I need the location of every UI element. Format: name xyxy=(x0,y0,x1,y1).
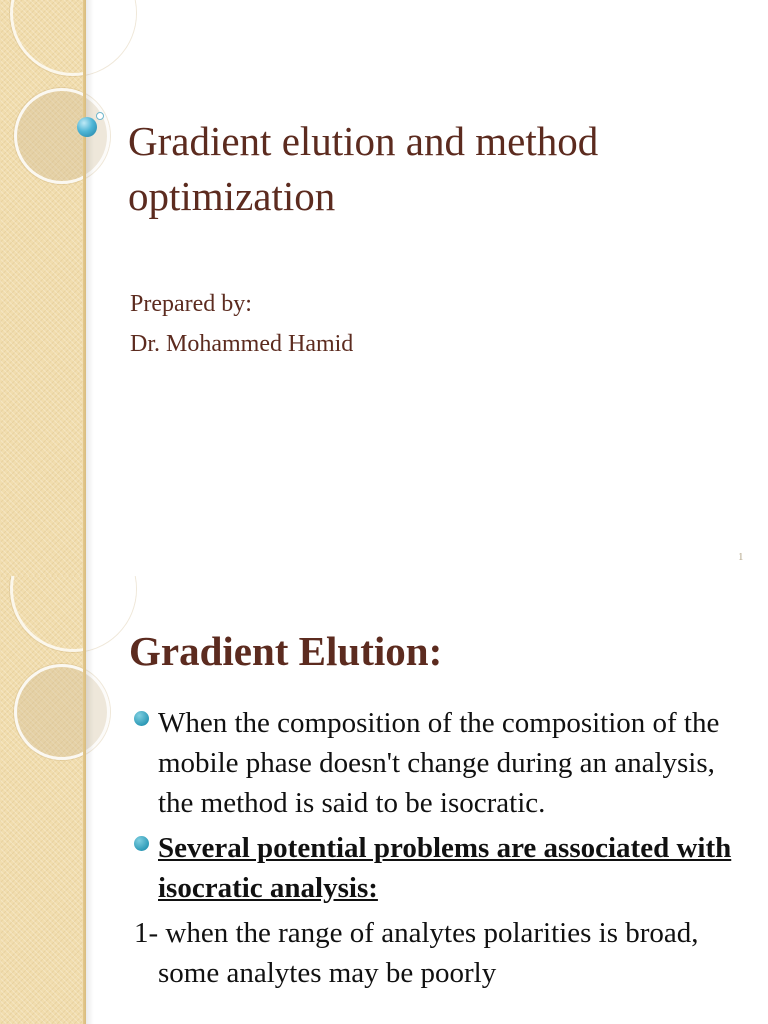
title-accent-dot-icon xyxy=(77,117,97,137)
numbered-item: 1- when the range of analytes polarities is broad, some analytes may be poorly xyxy=(134,917,699,989)
bullet-dot-icon xyxy=(134,836,149,851)
decorative-ring-icon xyxy=(14,88,110,184)
bullet-text: When the composition of the composition of the mobile phase doesn't change during an analysis, the method is said to be isocratic. xyxy=(158,707,720,819)
prepared-by-label: Prepared by: xyxy=(130,291,252,317)
title-accent-small-dot-icon xyxy=(96,112,104,120)
slide-title: Gradient elution and method optimization xyxy=(128,118,599,219)
slide-number: 1 xyxy=(738,551,744,563)
sidebar-shadow xyxy=(86,0,94,576)
slide-subtitle xyxy=(130,284,690,364)
bullet-item xyxy=(134,703,734,823)
decorative-sidebar xyxy=(0,0,86,576)
author-name: Dr. Mohammed Hamid xyxy=(130,331,354,357)
bullet-item xyxy=(134,828,734,908)
bullet-dot-icon xyxy=(134,711,149,726)
sidebar-shadow xyxy=(86,576,94,1024)
content-slide xyxy=(0,576,768,1024)
decorative-ring-icon xyxy=(14,664,110,760)
slide-heading: Gradient Elution: xyxy=(129,628,443,674)
bullet-text-emphasized: Several potential problems are associated with isocratic analysis: xyxy=(158,832,732,904)
slide-body xyxy=(134,703,734,993)
